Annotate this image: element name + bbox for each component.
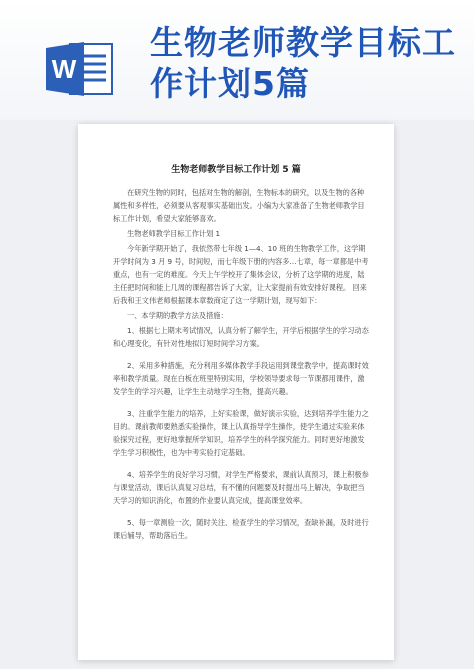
body-paragraph: 今年新学期开始了，我依然带七年级 1—4、10 班的生物教学工作，这学期开学时间为 3 月 9 号，时间短，而七年级下册的内容多…七章，每一章都是中考重点，也有一定的难度。今天上午学校开了集体会议，分析了这学期的进度，陆主任把时间和能上几周的课程都告诉了大家，让大家提前有效安排好课程。 回来后我和王文伟老师根据课本章数商定了这一学期计划，现写如下：	[113, 244, 369, 305]
list-item: 4、培养学生的良好学习习惯，对学生严格要求，课前认真预习，课上积极参与课堂活动，课后认真复习总结，有不懂的问题要及时提出马上解决，争取把当天学习的知识消化，布置的作业要认真完成，提高课堂效率。	[113, 470, 369, 505]
word-logo-letter: W	[51, 54, 77, 84]
intro-paragraph: 在研究生物的同时，包括对生物的解剖，生物标本的研究，以及生物的各种属性和多样性，必须要从客观事实基础出发。小编为大家准备了生物老师教学目标工作计划，希望大家能够喜欢。	[113, 188, 365, 223]
document-title: 生物老师教学目标工作计划 5 篇	[171, 165, 301, 175]
list-item: 1、根据七上期末考试情况，认真分析了解学生，开学后根据学生的学习动态和心理变化，有针对性地拟订短时间学习方案。	[113, 326, 369, 348]
document-body	[113, 186, 371, 544]
section-heading: 生物老师教学目标工作计划 1	[127, 229, 221, 238]
banner-title: 生物老师教学目标工作计划5篇	[150, 23, 456, 103]
list-item: 2、采用多种措施，充分利用多媒体教学手段运用到课堂教学中，提高课时效率和教学质量。现在白板在班里特别实用，学校领导要求每一节课都用课件，激发学生的学习兴趣，让学生主动地学习生物，提高兴趣。	[113, 361, 369, 396]
document-page	[78, 124, 394, 660]
list-item: 3、注重学生能力的培养，上好实验课，做好演示实验，达到培养学生能力之目的。课前教师要熟悉实验操作，课上认真指导学生操作，使学生通过实验来体验探究过程，更好地掌握所学知识，培养学生的科学探究能力。同时更好地激发学生学习积极性，也为中考实验打定基础。	[113, 409, 369, 457]
subheading: 一、本学期的教学方法及措施：	[127, 311, 228, 320]
list-item: 5、每一章测验一次，随时关注、检查学生的学习情况，查缺补漏，及时进行课后辅导，帮助落后生。	[113, 518, 369, 540]
word-icon	[44, 40, 114, 98]
